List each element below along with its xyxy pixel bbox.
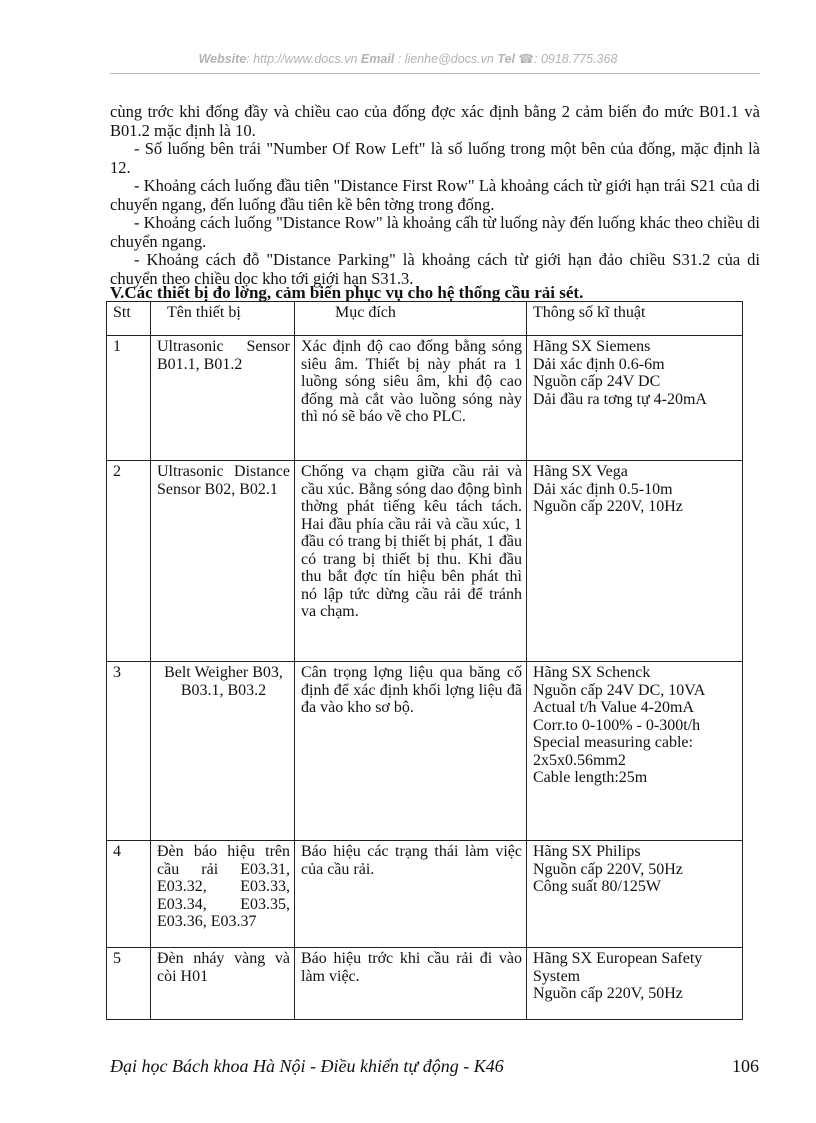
spec-line: Hãng SX Schenck xyxy=(533,664,651,681)
row-purpose: Cân trọng lợng liệu qua băng cố định để xác định khối lợng liệu đã đa vào kho sơ bộ. xyxy=(295,662,527,841)
header-divider xyxy=(110,73,760,74)
paragraph-5: - Khoảng cách đỗ "Distance Parking" là khoảng cách từ giới hạn đảo chiều S31.2 của di chuyển theo chiều dọc kho tới giới hạn S31.3. xyxy=(110,250,760,288)
spec-line: Công suất 80/125W xyxy=(533,878,661,895)
table-header-row xyxy=(107,302,743,336)
spec-line: Nguồn cấp 220V, 50Hz xyxy=(533,985,683,1002)
paragraph-4: - Khoảng cách luống "Distance Row" là khoảng cấh từ luống này đến luống khác theo chiều di chuyển ngang. xyxy=(110,213,760,251)
spec-line: Hãng SX Vega xyxy=(533,463,628,480)
row-purpose: Báo hiệu các trạng thái làm việc của cầu rải. xyxy=(295,841,527,948)
section-title: V.Các thiết bị đo lờng, cảm biến phục vụ cho hệ thống cầu rải sét. xyxy=(110,283,584,302)
spec-line: Dải đầu ra tơng tự 4-20mA xyxy=(533,390,707,408)
website-value: : http://www.docs.vn xyxy=(246,52,358,66)
row-purpose: Xác định độ cao đống bằng sóng siêu âm. Thiết bị này phát ra 1 luồng sóng siêu âm, khi độ cao đống mà cắt vào luồng sóng này thì nó sẽ báo về cho PLC. xyxy=(295,336,527,461)
header-stt: Stt xyxy=(107,302,151,336)
row-stt: 4 xyxy=(107,841,151,948)
row-stt: 5 xyxy=(107,948,151,1020)
row-device: Belt Weigher B03, B03.1, B03.2 xyxy=(151,662,295,841)
email-value: : lienhe@docs.vn xyxy=(397,52,494,66)
row-stt: 2 xyxy=(107,461,151,662)
spec-line: Cable length:25m xyxy=(533,769,648,786)
spec-line: Nguồn cấp 24V DC, 10VA xyxy=(533,681,706,699)
row-device: Đèn nháy vàng và còi H01 xyxy=(151,948,295,1020)
spec-line: Actual t/h Value 4-20mA xyxy=(533,699,695,716)
table-row xyxy=(107,336,743,461)
paragraph-1: cùng trớc khi đống đầy và chiều cao của đống đợc xác định bằng 2 cảm biến đo mức B01.1 và B01.2 mặc định là 10. xyxy=(110,102,760,140)
spec-line: Nguồn cấp 24V DC xyxy=(533,373,661,390)
header-device: Tên thiết bị xyxy=(151,302,295,336)
tel-label: Tel xyxy=(497,52,515,66)
row-purpose: Chống va chạm giữa cầu rải và cầu xúc. Bằng sóng dao động bình thờng phát tiếng kêu tách tách. Hai đầu phía cầu rải và cầu xúc, 1 đầu có trang bị thiết bị phát, 1 đầu có trang bị thiết bị thu. Khi đầu thu bắt đợc tín hiệu bên phát thì nó lập tức dừng cầu rải để tránh va chạm. xyxy=(295,461,527,662)
phone-icon: ☎ xyxy=(518,52,534,66)
paragraph-2: - Số luống bên trái "Number Of Row Left" là số luống trong một bên của đống, mặc định là 12. xyxy=(110,139,760,177)
tel-value: : 0918.775.368 xyxy=(534,52,618,66)
email-label: Email xyxy=(360,52,395,66)
spec-line: Nguồn cấp 220V, 10Hz xyxy=(533,498,683,515)
row-specs xyxy=(527,948,743,1020)
spec-line: Hãng SX Philips xyxy=(533,843,641,860)
row-device: Ultrasonic Sensor B01.1, B01.2 xyxy=(151,336,295,461)
spec-line: Dải xác định 0.6-6m xyxy=(533,355,665,373)
spec-line: Hãng SX European Safety System xyxy=(533,950,703,985)
row-device: Đèn báo hiệu trên cầu rải E03.31, E03.32, E03.33, E03.34, E03.35, E03.36, E03.37 xyxy=(151,841,295,948)
spec-line: Corr.to 0-100% - 0-300t/h xyxy=(533,716,701,734)
spec-line: Dải xác định 0.5-10m xyxy=(533,480,673,498)
row-device: Ultrasonic Distance Sensor B02, B02.1 xyxy=(151,461,295,662)
row-stt: 1 xyxy=(107,336,151,461)
spec-line: Hãng SX Siemens xyxy=(533,338,651,355)
table-row xyxy=(107,841,743,948)
row-specs xyxy=(527,841,743,948)
spec-line: Special measuring cable: 2x5x0.56mm2 xyxy=(533,734,693,769)
device-table xyxy=(106,301,743,1020)
page-header xyxy=(0,51,816,66)
table-row xyxy=(107,461,743,662)
row-purpose: Báo hiệu trớc khi cầu rải đi vào làm việc. xyxy=(295,948,527,1020)
page-number: 106 xyxy=(732,1056,759,1076)
table-row xyxy=(107,662,743,841)
header-specs: Thông số kĩ thuật xyxy=(527,302,743,336)
spec-line: Nguồn cấp 220V, 50Hz xyxy=(533,860,683,878)
row-specs xyxy=(527,461,743,662)
row-stt: 3 xyxy=(107,662,151,841)
header-purpose: Mục đích xyxy=(295,302,527,336)
row-specs xyxy=(527,336,743,461)
website-label: Website xyxy=(198,52,247,66)
table-row xyxy=(107,948,743,1020)
body-text xyxy=(110,103,760,288)
row-specs xyxy=(527,662,743,841)
footer-title: Đại học Bách khoa Hà Nội - Điều khiển tự động - K46 xyxy=(110,1056,504,1076)
paragraph-3: - Khoảng cách luống đầu tiên "Distance First Row" Là khoảng cách từ giới hạn trái S21 của di chuyển ngang, đến luống đầu tiên kề bên tờng trong đống. xyxy=(110,176,760,214)
